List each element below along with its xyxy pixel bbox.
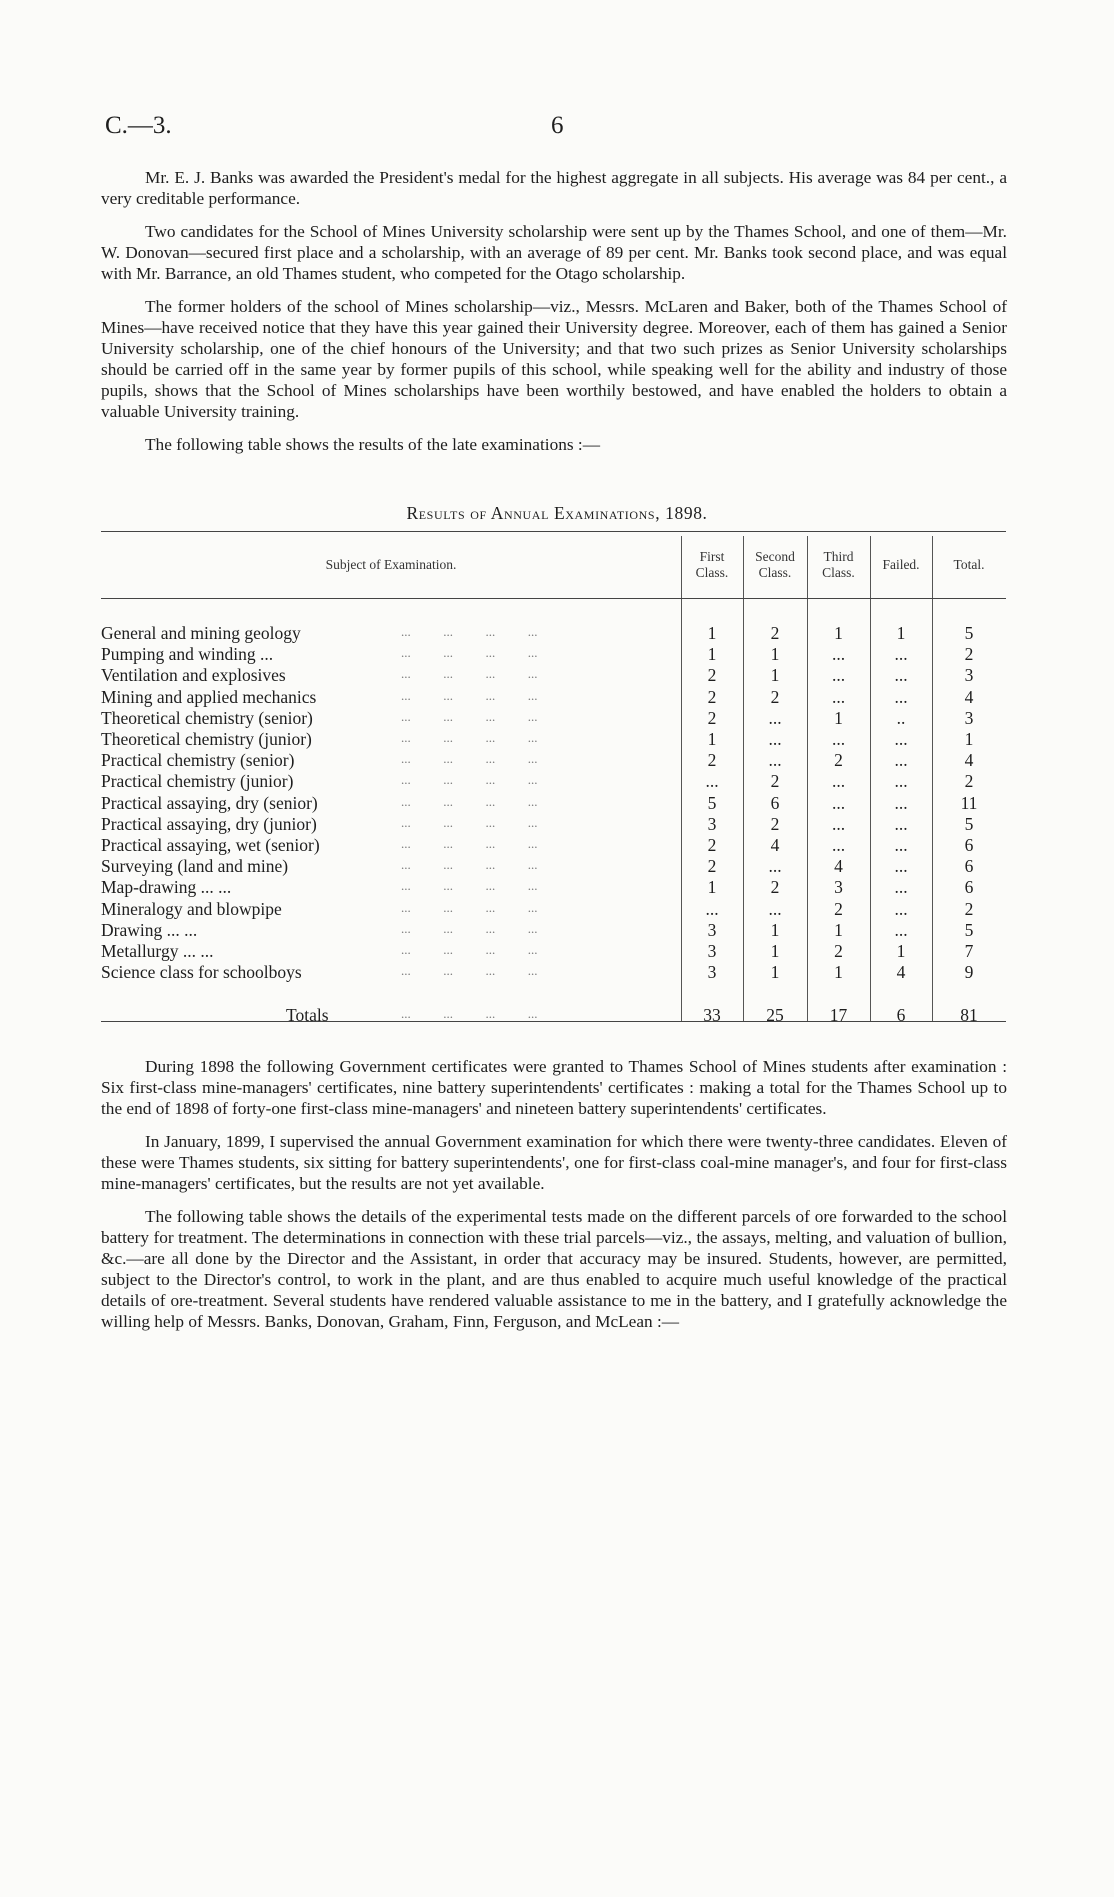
second-cell: ... bbox=[768, 856, 782, 877]
total-cell: 2 bbox=[964, 771, 974, 792]
dot-leader: ... ... ... ... bbox=[401, 624, 538, 639]
failed-cell: ... bbox=[894, 771, 908, 792]
table-header bbox=[101, 532, 1006, 598]
first-cell: 2 bbox=[707, 856, 717, 877]
failed-cell: ... bbox=[894, 729, 908, 749]
dot-leader: ... ... ... ... bbox=[401, 708, 538, 724]
failed-cell: 1 bbox=[896, 941, 906, 961]
total-cell: 7 bbox=[964, 941, 974, 961]
first-cell: 3 bbox=[707, 919, 717, 940]
dot-leader: ... ... ... ... bbox=[401, 793, 538, 809]
third-cell: 1 bbox=[834, 919, 843, 940]
total-cell: 6 bbox=[964, 835, 974, 855]
total-cell: 81 bbox=[960, 1005, 978, 1026]
failed-cell: ... bbox=[894, 919, 908, 940]
paragraph: Two candidates for the School of Mines University scholarship were sent up by the Thames School, and one of them—Mr. W. Donovan—secured first place and a scholarship, with an average of 89 per cent. Mr. Banks took second place, and was equal with Mr. Barrance, an old Thames student, who competed for the Otago scholarship. bbox=[101, 222, 1007, 283]
failed-cell: ... bbox=[894, 792, 908, 813]
subject-cell: Mining and applied mechanics bbox=[101, 686, 317, 707]
failed-cell: ... bbox=[894, 644, 908, 665]
table-row bbox=[101, 835, 1006, 856]
first-cell: 3 bbox=[707, 941, 717, 961]
table-row bbox=[101, 644, 1006, 665]
failed-cell: ... bbox=[894, 835, 908, 855]
subject-cell: Mineralogy and blowpipe bbox=[101, 898, 282, 919]
total-cell: 3 bbox=[964, 707, 974, 728]
failed-cell: ... bbox=[894, 750, 908, 771]
table-row bbox=[101, 962, 1006, 983]
failed-cell: 4 bbox=[896, 962, 906, 983]
first-cell: 3 bbox=[707, 962, 717, 983]
subject-cell: Drawing ... ... bbox=[101, 919, 198, 940]
third-cell: 1 bbox=[834, 707, 843, 728]
subject-cell: Practical assaying, dry (senior) bbox=[101, 792, 318, 813]
column-divider bbox=[743, 536, 744, 598]
second-cell: 2 bbox=[770, 813, 780, 834]
failed-cell: 6 bbox=[896, 1005, 906, 1026]
table-row bbox=[101, 729, 1006, 750]
intro-text bbox=[101, 167, 1007, 467]
paragraph: The following table shows the details of the experimental tests made on the different parcels of ore forwarded to the school battery for treatment. The determinations in connection with these trial parcels—viz., the assays, melting, and valuation of bullion, &c.—are all done by the Director and the Assistant, in order that accuracy may be insured. Students, however, are permitted, subject to the Director's control, to work in the plant, and are thus enabled to acquire much useful knowledge of the practical details of ore-treatment. Several students have rendered valuable assistance to me in the battery, and I gratefully acknowledge the willing help of Messrs. Banks, Donovan, Graham, Finn, Ferguson, and McLean :— bbox=[101, 1207, 1007, 1331]
first-cell: 2 bbox=[707, 686, 717, 707]
second-cell: 1 bbox=[770, 941, 780, 961]
subject-cell: Theoretical chemistry (junior) bbox=[101, 729, 312, 749]
table-row bbox=[101, 877, 1006, 898]
dot-leader: ... ... ... ... bbox=[401, 836, 538, 851]
dot-leader: ... ... ... ... bbox=[401, 666, 538, 682]
third-cell: ... bbox=[831, 729, 846, 749]
third-cell: ... bbox=[831, 665, 846, 686]
header-total: Total. bbox=[953, 557, 985, 572]
header-failed: Failed. bbox=[882, 557, 920, 572]
table-row bbox=[101, 687, 1006, 708]
second-cell: 4 bbox=[770, 835, 780, 855]
subject-cell: Practical assaying, wet (senior) bbox=[101, 835, 320, 855]
report-reference: C.—3. bbox=[105, 112, 172, 139]
failed-cell: ... bbox=[894, 898, 908, 919]
table-row bbox=[101, 665, 1006, 686]
second-cell: 2 bbox=[770, 686, 780, 707]
third-cell: 1 bbox=[834, 623, 843, 643]
third-cell: 17 bbox=[829, 1005, 848, 1026]
third-cell: 1 bbox=[834, 962, 843, 983]
closing-text bbox=[101, 1056, 1007, 1344]
dot-leader: ... ... ... ... bbox=[401, 751, 538, 767]
dot-leader: ... ... ... ... bbox=[401, 899, 538, 915]
subject-cell: Ventilation and explosives bbox=[101, 665, 286, 686]
paragraph: In January, 1899, I supervised the annual Government examination for which there were twenty-three candidates. Eleven of these were Thames students, six sitting for battery superintendents', one for first-class coal-mine manager's, and four for first-class mine-managers' certificates, but the results are not yet available. bbox=[101, 1132, 1007, 1193]
total-cell: 3 bbox=[964, 665, 974, 686]
table-row bbox=[101, 750, 1006, 771]
total-cell: 5 bbox=[964, 813, 974, 834]
header-second-class: Second Class. bbox=[755, 549, 795, 580]
page-header bbox=[105, 112, 1005, 148]
second-cell: 1 bbox=[770, 919, 780, 940]
second-cell: ... bbox=[768, 729, 782, 749]
first-cell: 1 bbox=[707, 877, 717, 898]
third-cell: ... bbox=[831, 835, 846, 855]
third-cell: 2 bbox=[834, 941, 843, 961]
header-subject: Subject of Examination. bbox=[325, 557, 457, 572]
table-row bbox=[101, 623, 1006, 644]
page-number: 6 bbox=[551, 112, 564, 139]
total-cell: 11 bbox=[960, 792, 978, 813]
table-row bbox=[101, 793, 1006, 814]
second-cell: ... bbox=[768, 750, 782, 771]
dot-leader: ... ... ... ... bbox=[401, 878, 538, 894]
second-cell: 2 bbox=[770, 771, 780, 792]
total-cell: 5 bbox=[964, 623, 974, 643]
third-cell: 2 bbox=[834, 750, 843, 771]
failed-cell: ... bbox=[894, 877, 908, 898]
first-cell: ... bbox=[705, 771, 719, 792]
second-cell: 25 bbox=[766, 1005, 784, 1026]
third-cell: 3 bbox=[834, 877, 843, 898]
total-cell: 2 bbox=[964, 644, 974, 665]
second-cell: ... bbox=[768, 898, 782, 919]
first-cell: 1 bbox=[707, 729, 717, 749]
first-cell: ... bbox=[705, 898, 719, 919]
third-cell: ... bbox=[831, 792, 846, 813]
table-caption: Results of Annual Examinations, 1898. bbox=[406, 503, 708, 523]
subject-cell: Practical chemistry (junior) bbox=[101, 771, 294, 792]
subject-cell: Pumping and winding ... bbox=[101, 644, 274, 665]
second-cell: 1 bbox=[770, 962, 780, 983]
subject-cell: Surveying (land and mine) bbox=[101, 856, 289, 877]
failed-cell: ... bbox=[894, 813, 908, 834]
table-row bbox=[101, 771, 1006, 792]
totals-label: Totals bbox=[286, 1005, 329, 1026]
dot-leader: ... ... ... ... bbox=[401, 963, 538, 979]
dot-leader: ... ... ... ... bbox=[401, 1006, 538, 1022]
total-cell: 6 bbox=[964, 877, 974, 898]
third-cell: ... bbox=[831, 686, 846, 707]
dot-leader: ... ... ... ... bbox=[401, 920, 538, 936]
second-cell: 1 bbox=[770, 665, 780, 686]
first-cell: 3 bbox=[707, 813, 717, 834]
table-row bbox=[101, 920, 1006, 941]
dot-leader: ... ... ... ... bbox=[401, 942, 538, 957]
total-cell: 5 bbox=[964, 919, 974, 940]
dot-leader: ... ... ... ... bbox=[401, 730, 538, 745]
total-cell: 4 bbox=[964, 686, 974, 707]
table-row bbox=[101, 708, 1006, 729]
paragraph: During 1898 the following Government certificates were granted to Thames School of Mines students after examination : Six first-class mine-managers' certificates, nine battery superintendents' certificates : making a total for the Thames School up to the end of 1898 of forty-one first-class mine-managers' and nineteen battery superintendents' certificates. bbox=[101, 1057, 1007, 1118]
total-cell: 6 bbox=[964, 856, 974, 877]
first-cell: 2 bbox=[707, 665, 717, 686]
subject-cell: Practical chemistry (senior) bbox=[101, 750, 295, 771]
subject-cell: General and mining geology bbox=[101, 623, 301, 643]
dot-leader: ... ... ... ... bbox=[401, 645, 538, 661]
paragraph: The former holders of the school of Mines scholarship—viz., Messrs. McLaren and Baker, both of the Thames School of Mines—have received notice that they have this year gained their University degree. Moreover, each of them has gained a Senior University scholarship, one of the chief honours of the University; and that two such prizes as Senior University scholarships should be carried off in the same year by former pupils of this school, while speaking well for the ability and industry of those pupils, shows that the School of Mines scholarships have been worthily bestowed, and have enabled the holders to obtain a valuable University training. bbox=[101, 297, 1007, 421]
second-cell: 2 bbox=[770, 877, 780, 898]
column-divider bbox=[681, 536, 682, 598]
failed-cell: 1 bbox=[896, 623, 906, 643]
column-divider bbox=[870, 536, 871, 598]
table-row bbox=[101, 814, 1006, 835]
dot-leader: ... ... ... ... bbox=[401, 857, 538, 873]
subject-cell: Map-drawing ... ... bbox=[101, 877, 232, 898]
first-cell: 2 bbox=[707, 750, 717, 771]
second-cell: 6 bbox=[770, 792, 780, 813]
third-cell: 2 bbox=[834, 898, 843, 919]
third-cell: ... bbox=[831, 771, 846, 792]
dot-leader: ... ... ... ... bbox=[401, 814, 538, 830]
totals-row bbox=[101, 1005, 1006, 1026]
third-cell: ... bbox=[831, 813, 846, 834]
first-cell: 5 bbox=[707, 792, 717, 813]
table-row bbox=[101, 856, 1006, 877]
failed-cell: ... bbox=[894, 665, 908, 686]
paragraph: The following table shows the results of the late examinations :— bbox=[145, 435, 600, 454]
first-cell: 33 bbox=[703, 1005, 721, 1026]
second-cell: 2 bbox=[770, 623, 780, 643]
table-body bbox=[101, 599, 1006, 1026]
subject-cell: Theoretical chemistry (senior) bbox=[101, 707, 313, 728]
first-cell: 2 bbox=[707, 835, 717, 855]
failed-cell: ... bbox=[894, 856, 908, 877]
subject-cell: Metallurgy ... ... bbox=[101, 941, 214, 961]
first-cell: 2 bbox=[707, 707, 717, 728]
total-cell: 4 bbox=[964, 750, 974, 771]
second-cell: 1 bbox=[770, 644, 780, 665]
failed-cell: ... bbox=[894, 686, 908, 707]
subject-cell: Science class for schoolboys bbox=[101, 962, 302, 983]
header-first-class: First Class. bbox=[695, 549, 729, 580]
column-divider bbox=[807, 536, 808, 598]
failed-cell: .. bbox=[896, 707, 906, 728]
third-cell: 4 bbox=[834, 856, 843, 877]
paragraph: Mr. E. J. Banks was awarded the President's medal for the highest aggregate in all subjects. His average was 84 per cent., a very creditable performance. bbox=[101, 168, 1007, 208]
first-cell: 1 bbox=[707, 644, 717, 665]
table-row bbox=[101, 941, 1006, 962]
header-third-class: Third Class. bbox=[822, 549, 855, 580]
total-cell: 9 bbox=[964, 962, 974, 983]
total-cell: 2 bbox=[964, 898, 974, 919]
table-row bbox=[101, 899, 1006, 920]
first-cell: 1 bbox=[707, 623, 717, 643]
third-cell: ... bbox=[831, 644, 846, 665]
total-cell: 1 bbox=[964, 729, 974, 749]
dot-leader: ... ... ... ... bbox=[401, 772, 538, 788]
dot-leader: ... ... ... ... bbox=[401, 687, 538, 703]
subject-cell: Practical assaying, dry (junior) bbox=[101, 813, 317, 834]
column-divider bbox=[932, 536, 933, 598]
second-cell: ... bbox=[768, 707, 782, 728]
results-table bbox=[101, 531, 1006, 1026]
